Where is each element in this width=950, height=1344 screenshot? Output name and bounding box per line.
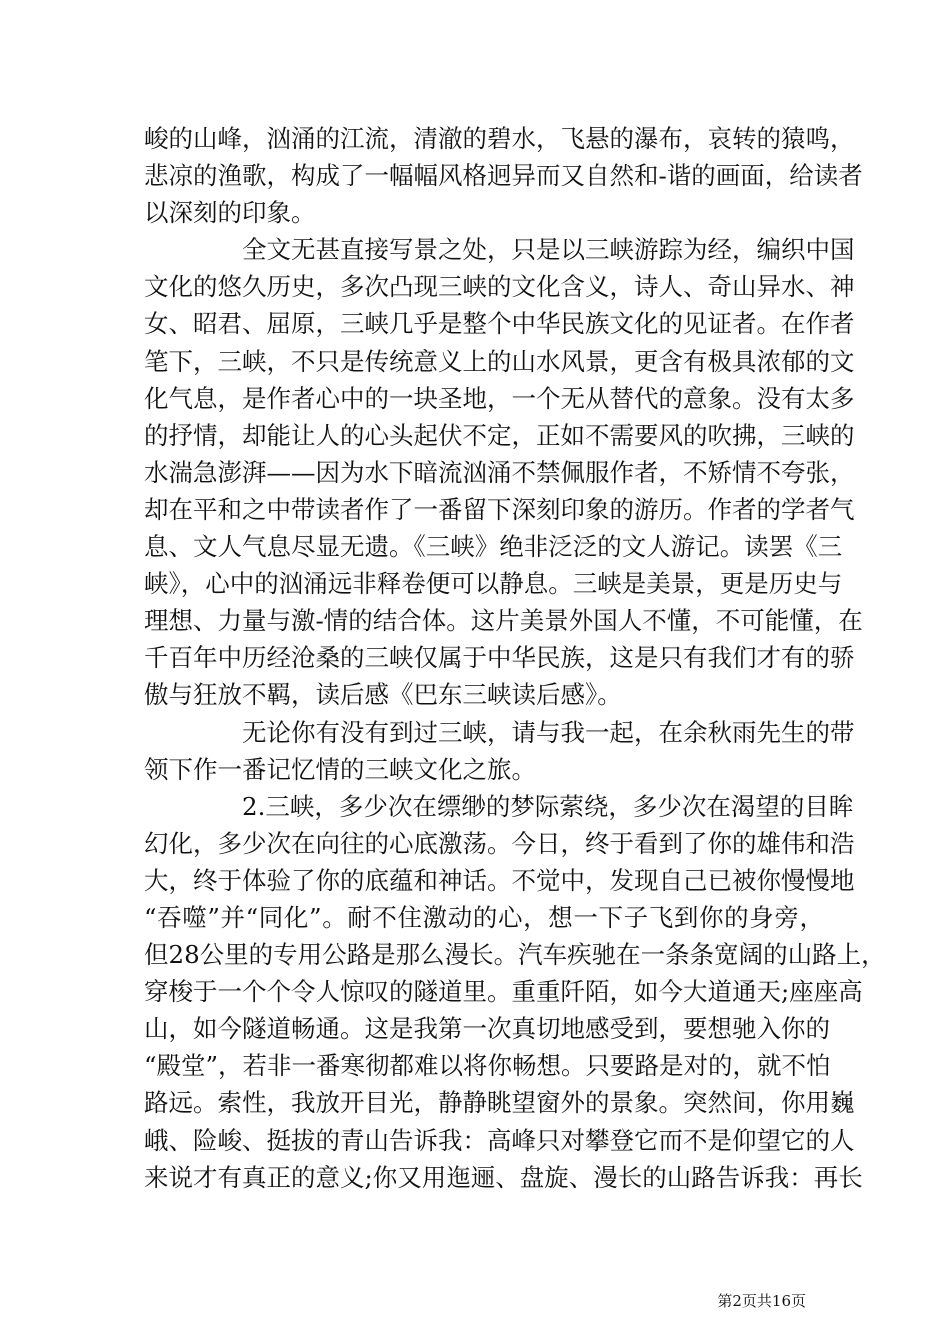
text-line: 文化的悠久历史，多次凸现三峡的文化含义，诗人、奇山异水、神 [144,272,855,302]
text-line: 峻的山峰，汹涌的江流，清澈的碧水，飞悬的瀑布，哀转的猿鸣， [144,124,855,153]
text-line: 山，如今隧道畅通。这是我第一次真切地感受到，要想驰入你的 [144,1014,830,1044]
text-line: 息、文人气息尽显无遗。《三峡》绝非泛泛的文人游记。读罢《三 [144,532,843,562]
text-line: 以深刻的印象。 [144,198,316,228]
text-line: 穿梭于一个个令人惊叹的隧道里。重重阡陌，如今大道通天;座座高 [144,977,863,1007]
document-body [144,120,886,1196]
text-line: 2.三峡，多少次在缥缈的梦际萦绕，多少次在渴望的目眸 [242,791,854,821]
text-line: 无论你有没有到过三峡，请与我一起，在余秋雨先生的带 [242,717,855,747]
text-line: “吞噬”并“同化”。耐不住激动的心，想一下子飞到你的身旁， [144,902,824,932]
text-line: 幻化，多少次在向往的心底激荡。今日，终于看到了你的雄伟和浩 [144,828,855,858]
text-line: 但28公里的专用公路是那么漫长。汽车疾驰在一条条宽阔的山路上， [144,940,886,970]
text-line: 悲凉的渔歌，构成了一幅幅风格迥异而又自然和-谐的画面，给读者 [144,161,863,191]
text-line: 峡》，心中的汹涌远非释卷便可以静息。三峡是美景，更是历史与 [144,569,843,599]
text-line: 峨、险峻、挺拔的青山告诉我：高峰只对攀登它而不是仰望它的人 [144,1125,855,1155]
text-line: 却在平和之中带读者作了一番留下深刻印象的游历。作者的学者气 [144,494,855,524]
page-number-footer: 第2页共16页 [717,1292,806,1310]
text-line: 路远。索性，我放开目光，静静眺望窗外的景象。突然间，你用巍 [144,1088,855,1118]
text-line: 大，终于体验了你的底蕴和神话。不觉中，发现自己已被你慢慢地 [144,865,855,895]
text-line: “殿堂”，若非一番寒彻都难以将你畅想。只要路是对的，就不怕 [144,1051,831,1081]
text-line: 千百年中历经沧桑的三峡仅属于中华民族，这是只有我们才有的骄 [144,643,855,673]
text-line: 的抒情，却能让人的心头起伏不定，正如不需要风的吹拂，三峡的 [144,420,855,450]
text-line: 女、昭君、屈原，三峡几乎是整个中华民族文化的见证者。在作者 [144,309,855,339]
text-line: 来说才有真正的意义;你又用迤逦、盘旋、漫长的山路告诉我：再长 [144,1162,863,1192]
text-line: 全文无甚直接写景之处，只是以三峡游踪为经，编织中国 [242,235,855,265]
text-line: 傲与狂放不羁，读后感《巴东三峡读后感》。 [144,680,622,710]
text-line: 领下作一番记忆情的三峡文化之旅。 [144,754,536,784]
text-line: 笔下，三峡，不只是传统意义上的山水风景，更含有极具浓郁的文 [144,346,855,376]
text-line: 理想、力量与激-情的结合体。这片美景外国人不懂，不可能懂，在 [144,606,863,636]
text-line: 水湍急澎湃——因为水下暗流汹涌不禁佩服作者，不矫情不夸张， [144,457,855,487]
text-line: 化气息，是作者心中的一块圣地，一个无从替代的意象。没有太多 [144,383,855,413]
